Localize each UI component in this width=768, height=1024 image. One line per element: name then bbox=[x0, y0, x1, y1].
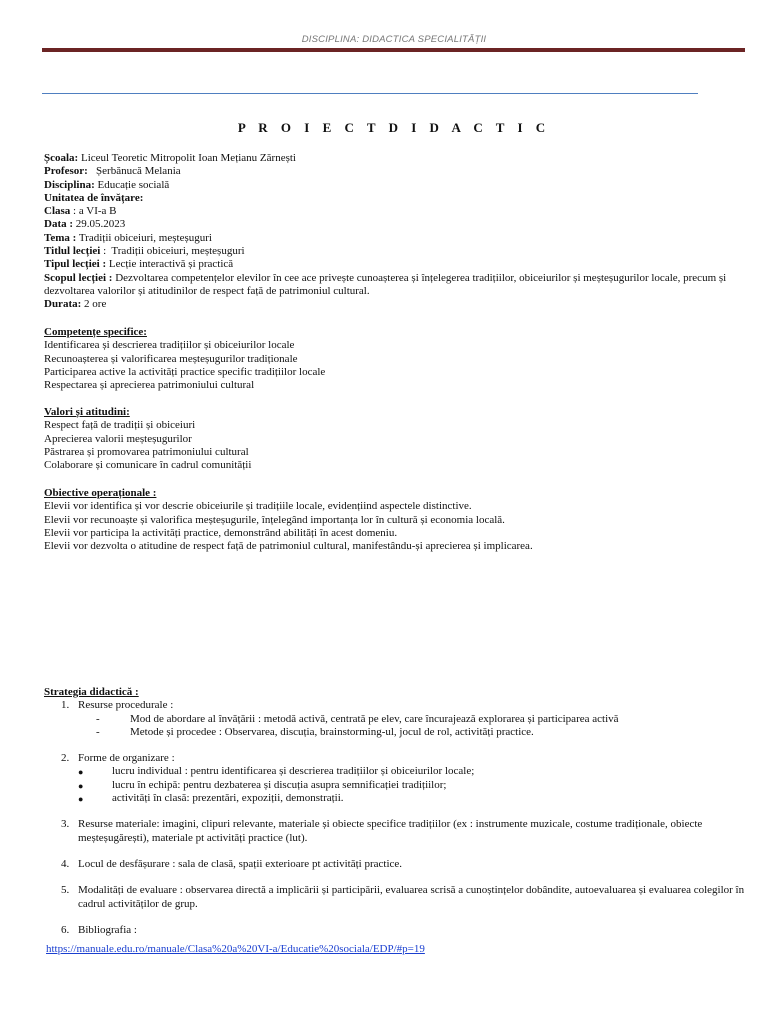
section-divider bbox=[42, 93, 698, 94]
strategia-item-6: 6. Bibliografia : bbox=[61, 923, 137, 936]
lesson-info bbox=[44, 152, 754, 312]
info-unitatea: Unitatea de învățare: bbox=[44, 191, 144, 204]
strategia-item-3: 3. Resurse materiale: imagini, clipuri relevante, materiale și obiecte specifice tradițiilor (ex : instrumente muzicale, costume tradiționale, obiecte meșteșugărești), materiale pt activități practice (lut). bbox=[61, 818, 703, 844]
strategia-item-5: 5. Modalități de evaluare : observarea directă a implicării și participării, evaluarea scrisă a cunoștințelor dobândite, autoevaluarea și evaluarea colegilor în cadrul activităților de grup. bbox=[61, 884, 745, 910]
bullet-item: ● activități în clasă: prezentări, expoziții, demonstrații. bbox=[78, 792, 344, 805]
strategia-heading: Strategia didactică : bbox=[44, 686, 139, 698]
dash-item: - Mod de abordare al învățării : metodă activă, centrată pe elev, care încurajează explorarea și participarea activă bbox=[96, 712, 619, 725]
info-titlul: Titlul lecției : Tradiții obiceiuri, meșteșuguri bbox=[44, 245, 245, 258]
info-scopul: Scopul lecției : Dezvoltarea competențelor elevilor în cee ace privește cunoașterea și înțelegerea tradițiilor, obiceiurilor și meșteșugurilor locale, precum și dezvoltarea valorilor și atitudinilor de respect față de patrimoniul cultural. bbox=[44, 271, 727, 297]
info-profesor: Profesor: Șerbănucă Melania bbox=[44, 165, 181, 178]
strategia-section bbox=[44, 686, 756, 937]
info-clasa: Clasa : a VI-a B bbox=[44, 205, 117, 218]
list-item: Elevii vor participa la activități practice, demonstrând abilități în acest domeniu. bbox=[44, 526, 398, 539]
list-item: Recunoașterea și valorificarea meșteșugurilor tradiționale bbox=[44, 352, 298, 365]
list-item: Respectarea și aprecierea patrimoniului cultural bbox=[44, 379, 255, 392]
list-item: Participarea active la activități practice specific tradițiilor locale bbox=[44, 365, 326, 378]
info-tipul: Tipul lecției : Lecție interactivă și practică bbox=[44, 258, 234, 271]
info-scoala: Școala: Liceul Teoretic Mitropolit Ioan Mețianu Zărnești bbox=[44, 152, 296, 164]
competente-heading: Competențe specifice: bbox=[44, 326, 147, 338]
valori-section bbox=[44, 406, 754, 472]
competente-section bbox=[44, 326, 754, 392]
strategia-item-1: 1. Resurse procedurale : - Mod de abordare al învățării : metodă activă, centrată pe elev, care încurajează explorarea și participarea activă - Metode și procedee : Observarea, discuția, brainstorming-ul, jocul de rol, activități practice. bbox=[44, 699, 756, 739]
bullet-item: ● lucru în echipă: pentru dezbaterea și discuția asupra semnificației tradițiilor; bbox=[78, 778, 447, 791]
list-item: Aprecierea valorii meșteșugurilor bbox=[44, 432, 192, 445]
info-durata: Durata: 2 ore bbox=[44, 298, 107, 311]
strategia-item-4: 4. Locul de desfășurare : sala de clasă, spații exterioare pt activități practice. bbox=[61, 857, 403, 870]
list-item: Păstrarea și promovarea patrimoniului cultural bbox=[44, 445, 249, 458]
list-item: Identificarea și descrierea tradițiilor și obiceiurilor locale bbox=[44, 339, 295, 352]
header-divider bbox=[42, 48, 745, 52]
strategia-list bbox=[44, 699, 756, 937]
obiective-section bbox=[44, 487, 754, 553]
info-tema: Tema : Tradiții obiceiuri, meșteșuguri bbox=[44, 231, 212, 244]
info-data: Data : 29.05.2023 bbox=[44, 218, 126, 231]
obiective-heading: Obiective operaționale : bbox=[44, 487, 157, 499]
dash-item: - Metode și procedee : Observarea, discuția, brainstorming-ul, jocul de rol, activități practice. bbox=[96, 725, 534, 738]
list-item: Elevii vor identifica și vor descrie obiceiurile și tradițiile locale, evidențiind aspectele distinctive. bbox=[44, 500, 472, 513]
document-title: P R O I E C T D I D A C T I C bbox=[237, 120, 551, 135]
bullet-item: ● lucru individual : pentru identificarea și descrierea tradițiilor și obiceiurilor locale; bbox=[78, 765, 475, 778]
page-header-discipline: DISCIPLINA: DIDACTICA SPECIALITĂȚII bbox=[301, 34, 487, 45]
info-disciplina: Disciplina: Educație socială bbox=[44, 178, 170, 191]
strategia-item-2: 2. Forme de organizare : ● lucru individual : pentru identificarea și descrierea tradițiilor și obiceiurilor locale; ● lucru în echipă: pentru dezbaterea și discuția asupra semnificației tradițiilor; ● activități în clasă: prezentări, expoziții, demonstrații. bbox=[44, 752, 756, 805]
list-item: Elevii vor dezvolta o atitudine de respect față de patrimoniul cultural, manifestându-și aprecierea și implicarea. bbox=[44, 540, 533, 553]
list-item: Colaborare și comunicare în cadrul comunității bbox=[44, 459, 252, 472]
valori-heading: Valori și atitudini: bbox=[44, 406, 130, 418]
list-item: Respect față de tradiții și obiceiuri bbox=[44, 419, 196, 432]
bibliography-link[interactable]: https://manuale.edu.ro/manuale/Clasa%20a%20VI-a/Educatie%20sociala/EDP/#p=19 bbox=[46, 943, 425, 955]
list-item: Elevii vor recunoaște și valorifica meșteșugurile, înțelegând importanța lor în cultură și economia locală. bbox=[44, 513, 505, 526]
